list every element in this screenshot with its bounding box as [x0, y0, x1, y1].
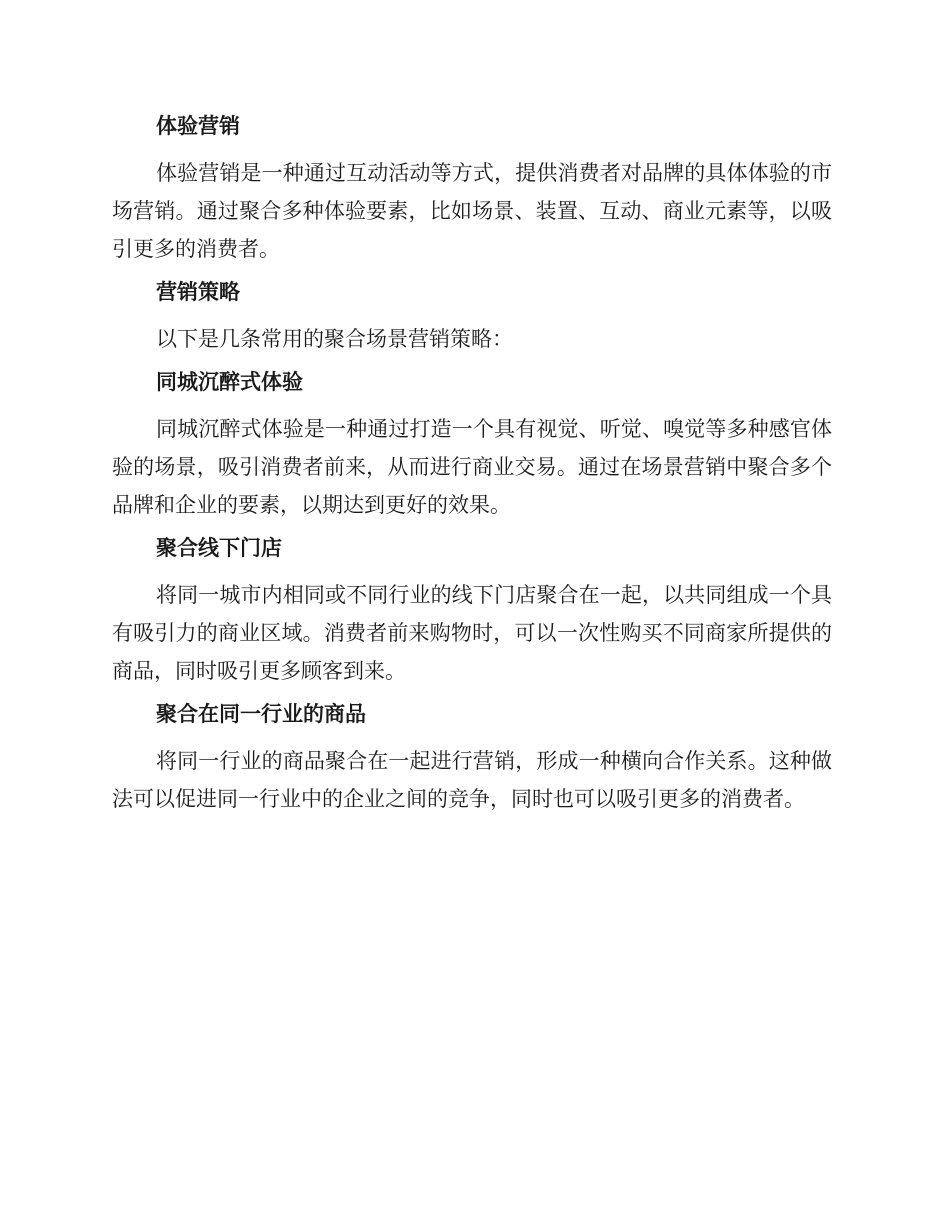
document-page — [112, 110, 832, 826]
section-body-marketing-strategy: 以下是几条常用的聚合场景营销策略： — [156, 327, 513, 351]
section-heading-immersive-experience: 同城沉醉式体验 — [156, 370, 303, 394]
section-body-experience-marketing: 体验营销是一种通过互动活动等方式，提供消费者对品牌的具体体验的市场营销。通过聚合多种体验要素，比如场景、装置、互动、商业元素等，以吸引更多的消费者。 — [112, 161, 832, 261]
section-heading-marketing-strategy: 营销策略 — [156, 280, 240, 304]
section-body-offline-stores: 将同一城市内相同或不同行业的线下门店聚合在一起，以共同组成一个具有吸引力的商业区域。消费者前来购物时，可以一次性购买不同商家所提供的商品，同时吸引更多顾客到来。 — [112, 583, 832, 683]
section-heading-experience-marketing: 体验营销 — [156, 114, 240, 138]
section-heading-offline-stores: 聚合线下门店 — [156, 536, 282, 560]
section-body-same-industry-products: 将同一行业的商品聚合在一起进行营销，形成一种横向合作关系。这种做法可以促进同一行业中的企业之间的竞争，同时也可以吸引更多的消费者。 — [112, 749, 832, 811]
section-heading-same-industry-products: 聚合在同一行业的商品 — [156, 702, 366, 726]
section-body-immersive-experience: 同城沉醉式体验是一种通过打造一个具有视觉、听觉、嗅觉等多种感官体验的场景，吸引消费者前来，从而进行商业交易。通过在场景营销中聚合多个品牌和企业的要素，以期达到更好的效果。 — [112, 417, 832, 517]
